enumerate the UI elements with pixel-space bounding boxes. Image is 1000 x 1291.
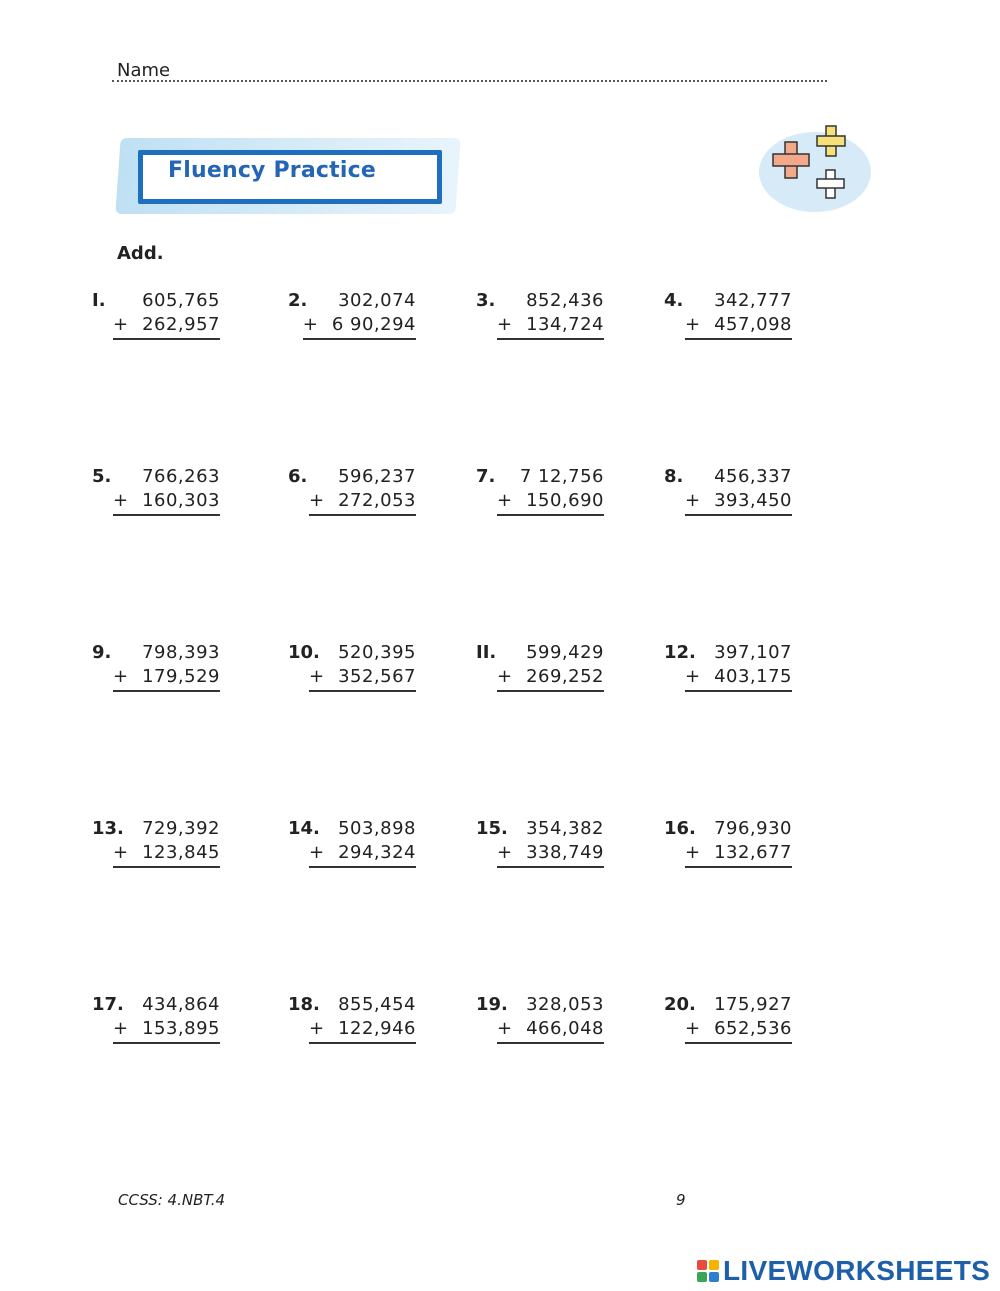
problem-number: 9.	[92, 642, 112, 663]
problem	[476, 642, 604, 696]
problem	[476, 290, 604, 344]
addend-bottom: 132,677	[714, 842, 792, 863]
answer-field[interactable]	[316, 1046, 416, 1072]
answer-field[interactable]	[504, 694, 604, 720]
addend-bottom-row	[303, 314, 416, 340]
addend-top: 852,436	[526, 290, 604, 311]
addend-bottom: 652,536	[714, 1018, 792, 1039]
problem	[664, 642, 792, 696]
plus-sign: +	[684, 314, 701, 335]
answer-field[interactable]	[120, 342, 220, 368]
problem-number: 19.	[476, 994, 508, 1015]
addend-bottom: 272,053	[338, 490, 416, 511]
addend-top: 7 12,756	[519, 466, 604, 487]
instruction: Add.	[117, 243, 164, 264]
addend-top: 354,382	[526, 818, 604, 839]
problem	[288, 290, 416, 344]
problem	[92, 290, 220, 344]
addend-bottom-row	[113, 490, 220, 516]
problem-number: 2.	[288, 290, 308, 311]
problem	[664, 994, 792, 1048]
addend-top: 328,053	[526, 994, 604, 1015]
addend-bottom-row	[113, 1018, 220, 1044]
addend-bottom-row	[309, 842, 416, 868]
name-label: Name	[117, 60, 171, 81]
plus-sign: +	[308, 490, 325, 511]
addend-top: 397,107	[714, 642, 792, 663]
problem-number: 13.	[92, 818, 124, 839]
answer-field[interactable]	[316, 870, 416, 896]
addend-bottom: 160,303	[142, 490, 220, 511]
problem-number: 8.	[664, 466, 684, 487]
addend-top: 175,927	[714, 994, 792, 1015]
problem-number: 4.	[664, 290, 684, 311]
problem	[92, 642, 220, 696]
problem-number: 10.	[288, 642, 320, 663]
problem-number: 16.	[664, 818, 696, 839]
answer-field[interactable]	[504, 342, 604, 368]
problem-number: 14.	[288, 818, 320, 839]
answer-field[interactable]	[120, 870, 220, 896]
plus-sign: +	[684, 842, 701, 863]
addend-bottom-row	[309, 1018, 416, 1044]
plus-sign: +	[112, 666, 129, 687]
addend-top: 796,930	[714, 818, 792, 839]
problem-number: 12.	[664, 642, 696, 663]
addend-top: 434,864	[142, 994, 220, 1015]
banner-title: Fluency Practice	[168, 158, 376, 183]
problem	[288, 466, 416, 520]
addend-bottom-row	[309, 490, 416, 516]
addend-top: 302,074	[338, 290, 416, 311]
addend-bottom-row	[497, 842, 604, 868]
addend-top: 729,392	[142, 818, 220, 839]
plus-sign: +	[496, 666, 513, 687]
addend-top: 520,395	[338, 642, 416, 663]
plus-sign: +	[308, 842, 325, 863]
problem-number: 20.	[664, 994, 696, 1015]
plus-sign: +	[308, 1018, 325, 1039]
problem	[92, 994, 220, 1048]
problem-number: 17.	[92, 994, 124, 1015]
answer-field[interactable]	[504, 518, 604, 544]
addend-bottom-row	[497, 1018, 604, 1044]
problem	[288, 994, 416, 1048]
plus-sign: +	[684, 490, 701, 511]
problem-number: 18.	[288, 994, 320, 1015]
plus-sign: +	[496, 842, 513, 863]
problem	[664, 290, 792, 344]
answer-field[interactable]	[692, 518, 792, 544]
addend-bottom: 6 90,294	[331, 314, 416, 335]
addend-top: 798,393	[142, 642, 220, 663]
problem	[664, 466, 792, 520]
addend-bottom: 179,529	[142, 666, 220, 687]
problem-number: 3.	[476, 290, 496, 311]
problem	[288, 642, 416, 696]
addend-top: 766,263	[142, 466, 220, 487]
plus-signs-icon	[755, 120, 875, 220]
addend-top: 605,765	[142, 290, 220, 311]
fluency-banner	[118, 136, 460, 216]
answer-field[interactable]	[316, 342, 416, 368]
plus-sign: +	[302, 314, 318, 335]
answer-field[interactable]	[504, 870, 604, 896]
addend-top: 456,337	[714, 466, 792, 487]
addend-bottom-row	[685, 842, 792, 868]
problem	[664, 818, 792, 872]
standard-code: CCSS: 4.NBT.4	[118, 1191, 226, 1209]
plus-sign: +	[112, 490, 129, 511]
page-number: 9	[676, 1191, 686, 1209]
answer-field[interactable]	[692, 694, 792, 720]
answer-field[interactable]	[692, 870, 792, 896]
plus-sign: +	[112, 314, 129, 335]
addend-bottom-row	[113, 842, 220, 868]
problem-number: I.	[92, 290, 106, 311]
addend-bottom: 262,957	[142, 314, 220, 335]
addend-bottom: 122,946	[338, 1018, 416, 1039]
answer-field[interactable]	[316, 518, 416, 544]
addend-bottom-row	[685, 490, 792, 516]
plus-sign: +	[496, 490, 513, 511]
addend-top: 855,454	[338, 994, 416, 1015]
answer-field[interactable]	[316, 694, 416, 720]
problem	[476, 466, 604, 520]
addend-bottom-row	[685, 666, 792, 692]
addend-bottom-row	[113, 314, 220, 340]
logo-block	[697, 1260, 707, 1270]
addend-bottom-row	[497, 490, 604, 516]
addend-bottom-row	[497, 666, 604, 692]
addend-bottom-row	[113, 666, 220, 692]
addend-bottom: 338,749	[526, 842, 604, 863]
brand-text: LIVEWORKSHEETS	[723, 1255, 991, 1286]
logo-block	[709, 1272, 719, 1282]
answer-field[interactable]	[692, 342, 792, 368]
addend-bottom: 393,450	[714, 490, 792, 511]
addend-top: 503,898	[338, 818, 416, 839]
plus-sign: +	[308, 666, 325, 687]
addend-bottom: 150,690	[526, 490, 604, 511]
problem	[92, 466, 220, 520]
plus-sign: +	[112, 842, 129, 863]
problem	[476, 994, 604, 1048]
plus-sign: +	[496, 314, 513, 335]
addend-bottom: 403,175	[714, 666, 792, 687]
logo-block	[697, 1272, 707, 1282]
name-line[interactable]	[112, 80, 827, 82]
addend-bottom-row	[685, 1018, 792, 1044]
plus-sign: +	[684, 666, 701, 687]
addend-bottom-row	[309, 666, 416, 692]
addend-bottom-row	[685, 314, 792, 340]
addend-bottom: 457,098	[714, 314, 792, 335]
problem-number: 15.	[476, 818, 508, 839]
answer-field[interactable]	[120, 1046, 220, 1072]
liveworksheets-logo[interactable]	[697, 1255, 990, 1287]
answer-field[interactable]	[120, 518, 220, 544]
addend-bottom: 153,895	[142, 1018, 220, 1039]
problem	[288, 818, 416, 872]
problem-number: 5.	[92, 466, 112, 487]
addend-bottom: 134,724	[526, 314, 604, 335]
addend-top: 596,237	[338, 466, 416, 487]
addend-top: 599,429	[526, 642, 604, 663]
addend-top: 342,777	[714, 290, 792, 311]
addend-bottom: 269,252	[526, 666, 604, 687]
problem-number: II.	[476, 642, 497, 663]
logo-blocks-icon	[697, 1260, 719, 1282]
problem	[476, 818, 604, 872]
addend-bottom: 123,845	[142, 842, 220, 863]
plus-sign: +	[496, 1018, 513, 1039]
answer-field[interactable]	[692, 1046, 792, 1072]
plus-sign: +	[684, 1018, 701, 1039]
addend-bottom: 352,567	[338, 666, 416, 687]
plus-sign: +	[112, 1018, 129, 1039]
addend-bottom: 294,324	[338, 842, 416, 863]
logo-block	[709, 1260, 719, 1270]
problem-number: 7.	[476, 466, 496, 487]
problem-number: 6.	[288, 466, 308, 487]
addend-bottom: 466,048	[526, 1018, 604, 1039]
answer-field[interactable]	[120, 694, 220, 720]
addend-bottom-row	[497, 314, 604, 340]
answer-field[interactable]	[504, 1046, 604, 1072]
problem	[92, 818, 220, 872]
